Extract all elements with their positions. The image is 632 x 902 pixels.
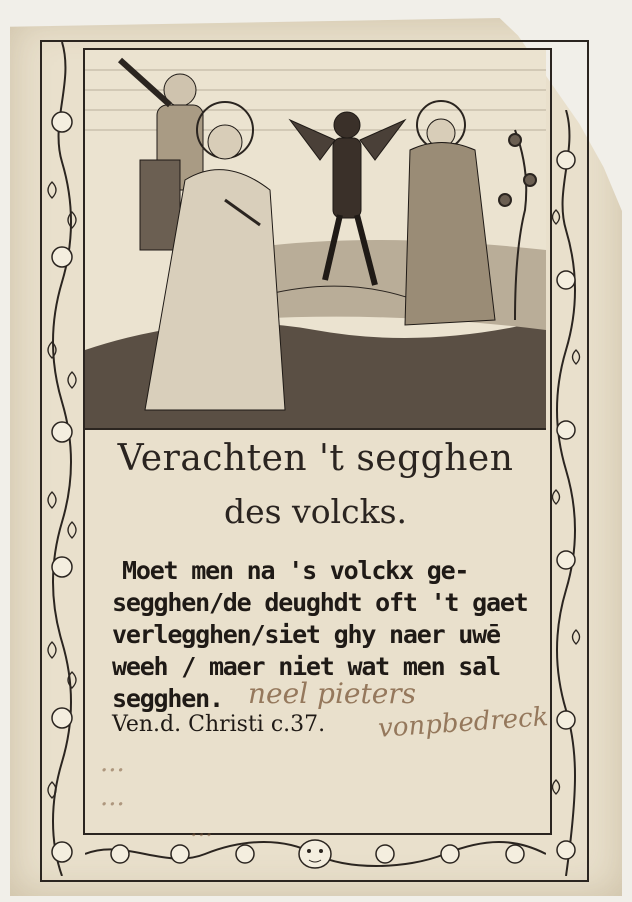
handwritten-inscription-4: ... <box>100 782 125 812</box>
right-vine-border <box>548 110 584 876</box>
citation: Ven.d. Christi c.37. <box>112 712 326 737</box>
handwritten-inscription-2: vonpbedreck <box>377 702 550 744</box>
emblem-subtitle: des volcks. <box>223 492 408 531</box>
verse-line-2: segghen/de deughdt oft 't gaet <box>112 588 528 617</box>
left-vine-border <box>42 42 83 876</box>
engraved-scene <box>85 50 546 430</box>
verse-line-3: verlegghen/siet ghy naer uwē <box>112 620 500 649</box>
verse-line-1: Moet men na 's volckx ge- <box>122 556 469 585</box>
verse-line-4: weeh / maer niet wat men sal <box>112 652 500 681</box>
verse-line-5: segghen. <box>112 684 223 713</box>
handwritten-inscription-5: ... <box>190 814 213 842</box>
handwritten-inscription-1: neel pieters <box>248 677 417 710</box>
handwritten-inscription-3: ... <box>100 748 125 778</box>
bottom-vine-border <box>85 833 546 875</box>
emblem-title: Verachten 't segghen <box>117 438 514 479</box>
